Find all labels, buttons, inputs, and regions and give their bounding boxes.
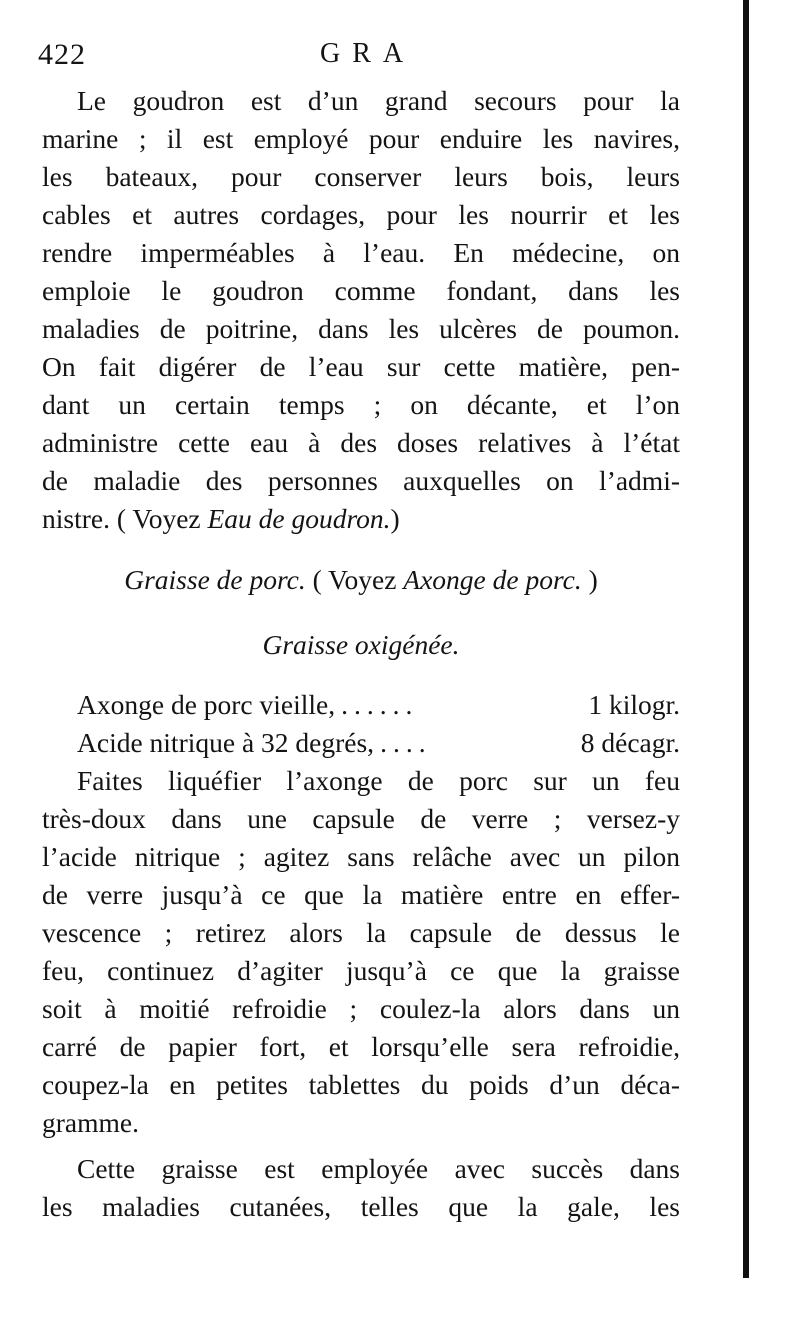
text-line: marine ; il est employé pour enduire les navires, bbox=[42, 123, 680, 154]
ingredient-row bbox=[77, 686, 680, 724]
text-line: de verre jusqu’à ce que la matière entre en effer- bbox=[42, 879, 680, 910]
cross-reference: Axonge de porc. bbox=[403, 564, 582, 595]
text-line: Faites liquéfier l’axonge de porc sur un feu bbox=[77, 765, 680, 796]
text-line: dant un certain temps ; on décante, et l’on bbox=[42, 389, 680, 420]
text-line: rendre imperméables à l’eau. En médecine, on bbox=[42, 237, 680, 268]
text-line: Le goudron est d’un grand secours pour la bbox=[77, 85, 680, 116]
entry-heading-graisse-de-porc bbox=[42, 560, 680, 600]
text-run: nistre. ( Voyez bbox=[42, 503, 208, 534]
text-line: les bateaux, pour conserver leurs bois, leurs bbox=[42, 161, 680, 192]
ingredient-name: Axonge de porc vieille, bbox=[77, 689, 336, 720]
page-number: 422 bbox=[38, 38, 86, 71]
text-run: ) bbox=[390, 503, 400, 534]
entry-title: Graisse de porc. bbox=[124, 564, 306, 595]
entry-heading-graisse-oxigenee: Graisse oxigénée. bbox=[262, 629, 460, 660]
text-line: cables et autres cordages, pour les nourrir et les bbox=[42, 199, 680, 230]
text-line: les maladies cutanées, telles que la gale, les bbox=[42, 1191, 680, 1222]
dot-leader: ...... bbox=[341, 689, 419, 720]
text-line: feu, continuez d’agiter jusqu’à ce que la graisse bbox=[42, 955, 680, 986]
ingredient-row bbox=[77, 724, 680, 762]
text-line: On fait digérer de l’eau sur cette matière, pen- bbox=[42, 351, 680, 382]
text-line: l’acide nitrique ; agitez sans relâche avec un pilon bbox=[42, 841, 680, 872]
text-line: maladies de poitrine, dans les ulcères de poumon. bbox=[42, 313, 680, 344]
ingredient-quantity: 1 kilogr. bbox=[588, 689, 680, 720]
text-line: de maladie des personnes auxquelles on l’admi- bbox=[42, 465, 680, 496]
text-line: vescence ; retirez alors la capsule de dessus le bbox=[42, 917, 680, 948]
text-line: administre cette eau à des doses relatives à l’état bbox=[42, 427, 680, 458]
page-header bbox=[0, 38, 800, 78]
dot-leader: .... bbox=[380, 727, 432, 758]
running-head: GRA bbox=[320, 38, 416, 69]
ingredient-quantity: 8 décagr. bbox=[580, 727, 680, 758]
cross-reference: Eau de goudron. bbox=[207, 503, 391, 534]
page-edge-rule bbox=[743, 0, 749, 1278]
text-line-last bbox=[42, 500, 680, 538]
text-line: très-doux dans une capsule de verre ; versez-y bbox=[42, 803, 680, 834]
text-line: soit à moitié refroidie ; coulez-la alors dans un bbox=[42, 993, 680, 1024]
text-line: Cette graisse est employée avec succès dans bbox=[77, 1153, 680, 1184]
text-line: coupez-la en petites tablettes du poids d’un déca- bbox=[42, 1069, 680, 1100]
text-run: ) bbox=[581, 564, 598, 595]
text-line: carré de papier fort, et lorsqu’elle sera refroidie, bbox=[42, 1031, 680, 1062]
text-line: emploie le goudron comme fondant, dans les bbox=[42, 275, 680, 306]
ingredient-name: Acide nitrique à 32 degrés, bbox=[77, 727, 375, 758]
text-line-last: gramme. bbox=[42, 1107, 139, 1138]
text-run: ( Voyez bbox=[305, 564, 404, 595]
